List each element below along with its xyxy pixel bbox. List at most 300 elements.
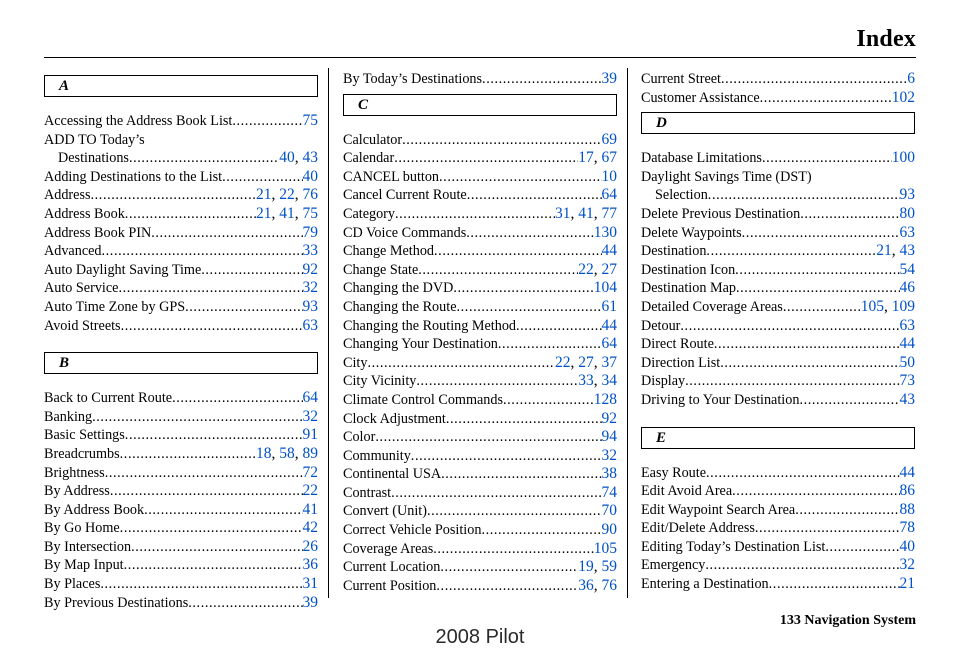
dot-leader: [151, 224, 302, 243]
page-link[interactable]: 79: [302, 223, 318, 241]
page-link[interactable]: 17: [578, 149, 594, 167]
dot-leader: [125, 205, 256, 224]
page-references: [594, 540, 617, 559]
page-references: [303, 556, 319, 575]
index-entry: [641, 519, 915, 538]
column-divider: [328, 68, 329, 598]
index-entry: [641, 501, 915, 520]
page-link[interactable]: 44: [899, 463, 915, 481]
page-link[interactable]: 34: [601, 372, 617, 390]
dot-leader: [120, 445, 256, 464]
index-entry: [641, 556, 915, 575]
dot-leader: [795, 501, 899, 520]
page-link[interactable]: 67: [601, 149, 617, 167]
dot-leader: [434, 242, 601, 261]
page-references: [602, 521, 618, 540]
page-references: [900, 482, 916, 501]
index-entry: [44, 279, 318, 298]
page-references: [594, 279, 617, 298]
page-link[interactable]: 18: [256, 444, 272, 462]
index-entry-label: Address: [44, 187, 91, 204]
index-entry: [641, 354, 915, 373]
page-references: [900, 372, 916, 391]
index-entry-label: Emergency: [641, 557, 706, 574]
index-entry: [641, 317, 915, 336]
page-link[interactable]: 76: [302, 186, 318, 204]
page-references: [303, 408, 319, 427]
index-column-3: [641, 70, 915, 594]
page-link[interactable]: 80: [899, 204, 915, 222]
page-link[interactable]: 27: [601, 260, 617, 278]
index-entry-label: By Map Input: [44, 557, 124, 574]
page-link[interactable]: 102: [891, 88, 915, 106]
page-link[interactable]: 32: [302, 279, 318, 297]
page-link[interactable]: 76: [601, 576, 617, 594]
index-entry-label: Back to Current Route: [44, 390, 173, 407]
index-entry: [343, 317, 617, 336]
index-entry-label: CD Voice Commands: [343, 224, 467, 241]
dot-leader: [762, 149, 892, 168]
index-entry: [343, 391, 617, 410]
page-link[interactable]: 36: [302, 556, 318, 574]
index-entry-label: Edit/Delete Address: [641, 520, 755, 537]
index-entry-label: City: [343, 354, 368, 371]
index-entry: [343, 335, 617, 354]
page-references: [303, 389, 319, 408]
page-link[interactable]: 109: [891, 297, 915, 315]
page-link[interactable]: 33: [302, 242, 318, 260]
page-references: [303, 168, 319, 187]
page-references: [900, 464, 916, 483]
dot-leader: [503, 391, 594, 410]
dot-leader: [131, 538, 302, 557]
index-entry-label: Edit Waypoint Search Area: [641, 501, 796, 518]
index-entry-label: Changing Your Destination: [343, 336, 498, 353]
page-references: [303, 594, 319, 613]
page-references: [303, 242, 319, 261]
index-entry: [343, 372, 617, 391]
page-link[interactable]: 50: [899, 353, 915, 371]
page-references: [900, 538, 916, 557]
section-header-d: D: [641, 112, 915, 134]
section-spacer: [44, 335, 318, 347]
page-link[interactable]: 88: [899, 500, 915, 518]
page-link[interactable]: 22: [279, 186, 295, 204]
page-link[interactable]: 31: [555, 204, 571, 222]
page-references: [594, 391, 617, 410]
index-entry: [44, 168, 318, 187]
page-link[interactable]: 89: [302, 444, 318, 462]
page-link[interactable]: 6: [907, 70, 915, 87]
index-entry-label: Avoid Streets: [44, 317, 121, 334]
page-link[interactable]: 40: [279, 149, 295, 167]
index-entry-label: Auto Daylight Saving Time: [44, 261, 202, 278]
index-entry-label: Address Book: [44, 205, 125, 222]
index-entry-label: Calculator: [343, 131, 403, 148]
page-references: [900, 224, 916, 243]
page-link[interactable]: 39: [601, 70, 617, 87]
dot-leader: [375, 428, 601, 447]
page-references: [900, 391, 916, 410]
index-entry-label: CANCEL button: [343, 168, 440, 185]
dot-leader: [446, 410, 602, 429]
index-entry: [343, 502, 617, 521]
dot-leader: [118, 279, 302, 298]
page-link[interactable]: 130: [593, 223, 617, 241]
page-references: [602, 428, 618, 447]
index-entry-label: By Address Book: [44, 501, 145, 518]
section-header-b: B: [44, 352, 318, 374]
index-entry-label: Advanced: [44, 243, 102, 260]
page-link[interactable]: 31: [302, 575, 318, 593]
page-link[interactable]: 42: [302, 519, 318, 537]
page-link[interactable]: 21: [876, 242, 892, 260]
index-entry-label: Entering a Destination: [641, 576, 769, 593]
page-references: [602, 317, 618, 336]
index-entry: [343, 540, 617, 559]
index-entry-label: Climate Control Commands: [343, 391, 503, 408]
index-entry: [343, 484, 617, 503]
dot-leader: [427, 502, 602, 521]
dot-leader: [720, 354, 899, 373]
dot-leader: [498, 335, 602, 354]
index-entry-label: City Vicinity: [343, 373, 417, 390]
index-entry: [44, 426, 318, 445]
page-link[interactable]: 74: [601, 483, 617, 501]
page-link[interactable]: 70: [601, 502, 617, 520]
index-entry-label: Category: [343, 205, 396, 222]
index-entry: [343, 242, 617, 261]
header-rule: [44, 57, 916, 58]
dot-leader: [706, 464, 899, 483]
page-link[interactable]: 105: [860, 297, 884, 315]
index-entry-label: Brightness: [44, 464, 105, 481]
dot-leader: [453, 279, 593, 298]
dot-leader: [732, 482, 899, 501]
dot-leader: [367, 354, 555, 373]
index-entry: [641, 205, 915, 224]
index-entry-label: Easy Route: [641, 464, 707, 481]
index-entry-label: Changing the Routing Method: [343, 317, 517, 334]
page-link[interactable]: 44: [601, 316, 617, 334]
index-entry: [641, 464, 915, 483]
page-link[interactable]: 75: [302, 112, 318, 129]
page-link[interactable]: 63: [899, 316, 915, 334]
page-references: [303, 317, 319, 336]
index-entry-label: Community: [343, 447, 411, 464]
page-link[interactable]: 43: [302, 149, 318, 167]
index-entry-label: Banking: [44, 408, 93, 425]
index-entry-label: Clock Adjustment: [343, 410, 446, 427]
index-entry: [343, 131, 617, 150]
index-entry-label: Driving to Your Destination: [641, 391, 800, 408]
page-link[interactable]: 41: [302, 500, 318, 518]
page-references: [303, 224, 319, 243]
page-link[interactable]: 58: [279, 444, 295, 462]
page-title: Index: [856, 26, 916, 52]
page-references: [900, 575, 916, 594]
page-link[interactable]: 93: [899, 186, 915, 204]
page-link[interactable]: 21: [256, 204, 272, 222]
index-entry-label: Direction List: [641, 354, 721, 371]
page-references: [602, 168, 618, 187]
page-link[interactable]: 37: [601, 353, 617, 371]
page-link[interactable]: 22: [555, 353, 571, 371]
dot-leader: [129, 149, 279, 168]
page-references: 40, 43: [279, 149, 318, 167]
dot-leader: [172, 389, 302, 408]
index-entry: [641, 298, 915, 317]
index-entry-label: Basic Settings: [44, 427, 125, 444]
index-entry-label: Auto Service: [44, 280, 119, 297]
page-references: [303, 538, 319, 557]
dot-leader: [125, 426, 303, 445]
dot-leader: [100, 575, 302, 594]
page-link[interactable]: 43: [899, 390, 915, 408]
page-link[interactable]: 44: [899, 335, 915, 353]
page-references: [900, 335, 916, 354]
index-entry-label: By Today’s Destinations: [343, 71, 483, 87]
dot-leader: [708, 186, 900, 205]
page-link[interactable]: 75: [302, 204, 318, 222]
page-references: [602, 502, 618, 521]
page-references: 22, 27: [578, 260, 617, 278]
page-link[interactable]: 36: [578, 576, 594, 594]
index-entry-label: By Address: [44, 483, 110, 500]
page-references: [303, 519, 319, 538]
index-entry-label: Changing the DVD: [343, 280, 454, 297]
index-entry: [641, 335, 915, 354]
index-entry-label: Destination Icon: [641, 261, 736, 278]
index-entry-label: Change Method: [343, 243, 435, 260]
page-link[interactable]: 41: [578, 204, 594, 222]
index-entry: [44, 261, 318, 280]
page-link[interactable]: 72: [302, 463, 318, 481]
page-link[interactable]: 40: [302, 167, 318, 185]
index-entry: [44, 464, 318, 483]
page-references: [602, 298, 618, 317]
dot-leader: [201, 261, 302, 280]
page-link[interactable]: 27: [578, 353, 594, 371]
index-entry: [44, 131, 318, 150]
page-link[interactable]: 64: [601, 186, 617, 204]
page-link[interactable]: 32: [899, 556, 915, 574]
page-references: [900, 317, 916, 336]
index-entry: [641, 242, 915, 261]
index-entry-label: Customer Assistance: [641, 89, 760, 106]
index-entry: [641, 186, 915, 205]
dot-leader: [721, 70, 907, 89]
page-references: [900, 279, 916, 298]
index-entry: [641, 372, 915, 391]
dot-leader: [102, 242, 303, 261]
index-entry-label: Color: [343, 429, 376, 446]
page-link[interactable]: 22: [302, 482, 318, 500]
page-link[interactable]: 78: [899, 519, 915, 537]
page-link[interactable]: 21: [256, 186, 272, 204]
dot-leader: [433, 540, 594, 559]
page-references: [892, 149, 915, 168]
page-references: [602, 484, 618, 503]
page-link[interactable]: 64: [601, 335, 617, 353]
page-references: [303, 279, 319, 298]
index-entry-label: Current Position: [343, 577, 437, 594]
page-link[interactable]: 10: [601, 167, 617, 185]
dot-leader: [769, 575, 900, 594]
page-link[interactable]: 63: [899, 223, 915, 241]
dot-leader: [481, 521, 601, 540]
page-references: [900, 205, 916, 224]
page-link[interactable]: 21: [899, 575, 915, 593]
dot-leader: [185, 298, 302, 317]
page-link[interactable]: 91: [302, 426, 318, 444]
page-references: [900, 186, 916, 205]
index-entry-label: ADD TO Today’s: [44, 131, 145, 148]
page-link[interactable]: 93: [302, 297, 318, 315]
index-entry: [343, 521, 617, 540]
dot-leader: [188, 594, 302, 613]
page-link[interactable]: 33: [578, 372, 594, 390]
page-references: [303, 298, 319, 317]
dot-leader: [755, 519, 900, 538]
dot-leader: [440, 558, 578, 577]
page-references: 31, 41, 77: [555, 204, 617, 222]
index-entry-label: Edit Avoid Area: [641, 483, 733, 500]
index-entry-label: By Go Home: [44, 520, 120, 537]
index-entry-label: Current Location: [343, 559, 441, 576]
index-entry-label: Detailed Coverage Areas: [641, 298, 783, 315]
index-entry: [44, 501, 318, 520]
page-link[interactable]: 77: [601, 204, 617, 222]
page-link[interactable]: 63: [302, 316, 318, 334]
page-link[interactable]: 19: [578, 558, 594, 576]
page-references: [303, 575, 319, 594]
page-link[interactable]: 64: [302, 389, 318, 407]
dot-leader: [436, 577, 578, 596]
index-entry: [343, 205, 617, 224]
page-link[interactable]: 90: [601, 521, 617, 539]
index-entry: [343, 70, 617, 89]
page-link[interactable]: 105: [593, 539, 617, 557]
dot-leader: [439, 168, 601, 187]
page-link[interactable]: 104: [593, 279, 617, 297]
index-entry: [44, 482, 318, 501]
page-link[interactable]: 86: [899, 482, 915, 500]
page-references: [303, 482, 319, 501]
page-link[interactable]: 40: [899, 537, 915, 555]
page-link[interactable]: 54: [899, 260, 915, 278]
index-entry: [44, 594, 318, 613]
page-link[interactable]: 41: [279, 204, 295, 222]
index-column-1: [44, 70, 318, 612]
index-entry: [343, 149, 617, 168]
index-entry: [641, 168, 915, 187]
page-number: 133: [779, 613, 801, 628]
dot-leader: [685, 372, 899, 391]
page-link[interactable]: 32: [302, 407, 318, 425]
page-link[interactable]: 73: [899, 372, 915, 390]
index-entry-label: Destination Map: [641, 280, 736, 297]
page-link[interactable]: 46: [899, 279, 915, 297]
index-entry: [44, 408, 318, 427]
index-entry-label: Accessing the Address Book List: [44, 113, 233, 129]
dot-leader: [144, 501, 302, 520]
index-entry-label: Destinations: [58, 150, 129, 167]
index-entry: [641, 89, 915, 108]
page-references: [602, 70, 618, 89]
dot-leader: [516, 317, 601, 336]
page-link[interactable]: 59: [601, 558, 617, 576]
index-entry-label: Auto Time Zone by GPS: [44, 298, 186, 315]
dot-leader: [411, 447, 602, 466]
index-entry: [641, 70, 915, 89]
index-entry: [641, 149, 915, 168]
page-link[interactable]: 43: [899, 242, 915, 260]
page-link[interactable]: 38: [601, 465, 617, 483]
page-link[interactable]: 39: [302, 593, 318, 611]
index-entry-label: Breadcrumbs: [44, 445, 120, 462]
page-link[interactable]: 128: [593, 390, 617, 408]
index-entry: [44, 389, 318, 408]
index-entry: [641, 391, 915, 410]
dot-leader: [466, 224, 594, 243]
page-references: [602, 447, 618, 466]
dot-leader: [825, 538, 899, 557]
page-link[interactable]: 22: [578, 260, 594, 278]
index-entry-label: Daylight Savings Time (DST): [641, 168, 812, 185]
page-link[interactable]: 26: [302, 537, 318, 555]
index-entry: [343, 410, 617, 429]
dot-leader: [482, 70, 601, 89]
index-entry: [641, 482, 915, 501]
index-entry-label: Correct Vehicle Position: [343, 522, 482, 539]
page-references: 105, 109: [860, 297, 915, 315]
index-entry: [44, 224, 318, 243]
index-entry-label: Direct Route: [641, 336, 714, 353]
index-entry: [343, 428, 617, 447]
index-entry-label: Delete Previous Destination: [641, 205, 801, 222]
page-link[interactable]: 32: [601, 446, 617, 464]
index-entry-label: Delete Waypoints: [641, 224, 742, 241]
watermark-text: 2008 Pilot: [435, 626, 525, 648]
index-entry: [641, 279, 915, 298]
dot-leader: [706, 242, 876, 261]
index-entry-label: Database Limitations: [641, 150, 762, 167]
page-link[interactable]: 61: [601, 297, 617, 315]
page-link[interactable]: 44: [601, 242, 617, 260]
page-references: [303, 501, 319, 520]
dot-leader: [416, 372, 578, 391]
index-entry-label: By Intersection: [44, 538, 132, 555]
dot-leader: [735, 261, 899, 280]
dot-leader: [394, 149, 578, 168]
page-references: [303, 112, 319, 131]
index-entry: [641, 261, 915, 280]
page-link[interactable]: 100: [891, 149, 915, 167]
dot-leader: [783, 298, 861, 317]
section-header-e: E: [641, 427, 915, 449]
index-entry-label: Coverage Areas: [343, 540, 434, 557]
page-link[interactable]: 92: [302, 260, 318, 278]
dot-leader: [467, 186, 602, 205]
index-entry-label: Destination: [641, 243, 707, 260]
page-link[interactable]: 92: [601, 409, 617, 427]
index-entry: [44, 519, 318, 538]
page-link[interactable]: 69: [601, 130, 617, 148]
index-entry-label: Display: [641, 373, 686, 390]
index-entry: [44, 205, 318, 224]
page-link[interactable]: 94: [601, 428, 617, 446]
